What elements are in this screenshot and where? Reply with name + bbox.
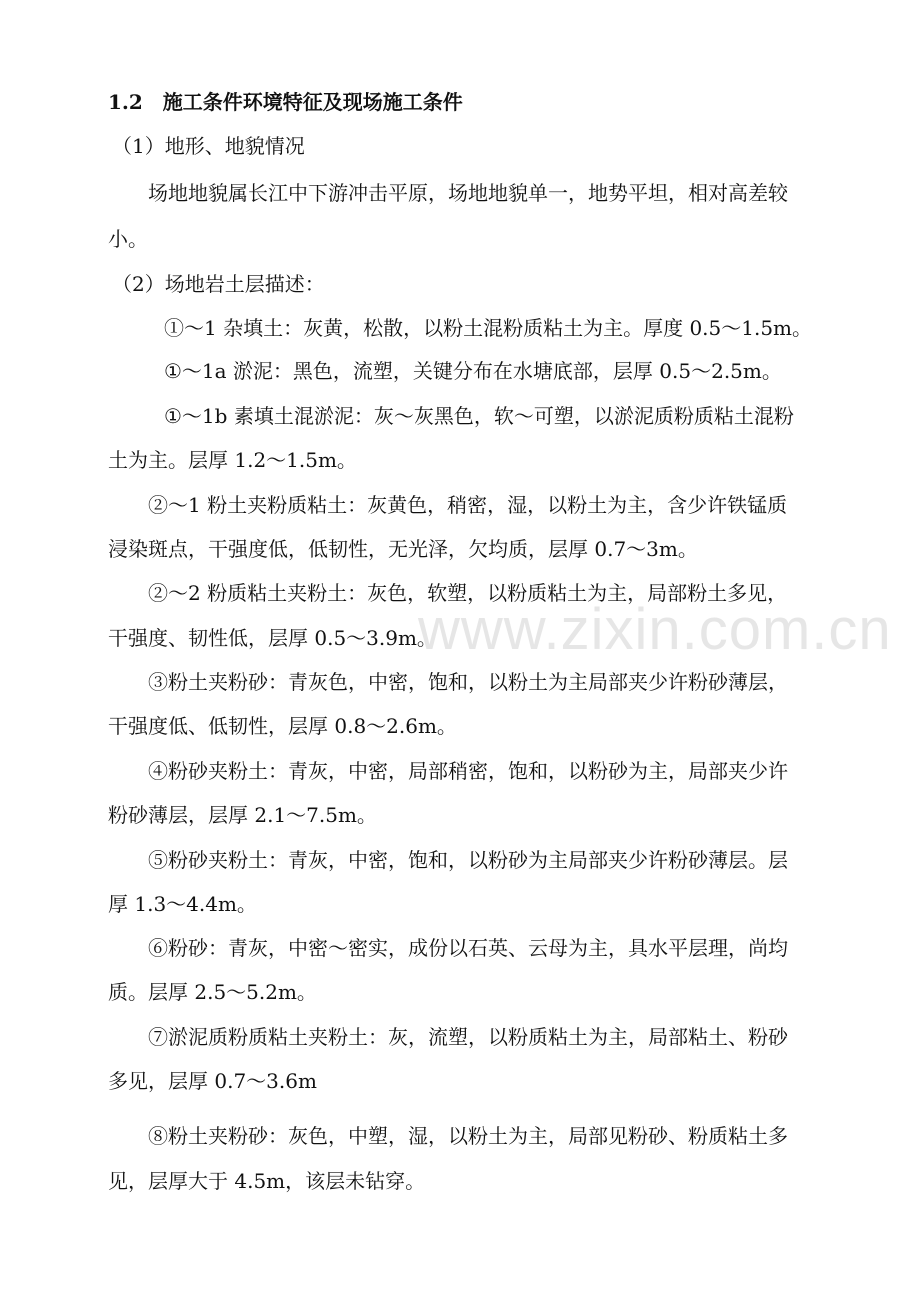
stratum-6-line2: 质。层厚 2.5～5.2m。: [108, 980, 317, 1004]
stratum-2-1-line2: 浸染斑点，干强度低，低韧性，无光泽，欠均质，层厚 0.7～3m。: [108, 537, 698, 561]
stratum-7-line1: ⑦淤泥质粉质粘土夹粉土：灰，流塑，以粉质粘土为主，局部粘土、粉砂: [148, 1025, 788, 1049]
stratum-7-line2: 多见，层厚 0.7～3.6m: [108, 1069, 317, 1093]
section-heading: 1.2 施工条件环境特征及现场施工条件: [108, 90, 463, 114]
watermark: www.zixin.com.cn: [418, 597, 892, 662]
stratum-5-line1: ⑤粉砂夹粉土：青灰，中密，饱和，以粉砂为主局部夹少许粉砂薄层。层: [148, 848, 788, 872]
stratum-8-line1: ⑧粉土夹粉砂：灰色，中塑，湿，以粉土为主，局部见粉砂、粉质粘土多: [148, 1124, 788, 1148]
stratum-1-1b-line2: 土为主。层厚 1.2～1.5m。: [108, 448, 357, 472]
stratum-1-1b-line1: ①～1b 素填土混淤泥：灰～灰黑色，软～可塑，以淤泥质粉质粘土混粉: [164, 404, 794, 428]
stratum-6-line1: ⑥粉砂：青灰，中密～密实，成份以石英、云母为主，具水平层理，尚均: [148, 936, 788, 960]
paragraph-terrain-line2: 小。: [108, 227, 148, 251]
stratum-5-line2: 厚 1.3～4.4m。: [108, 892, 257, 916]
stratum-3-line1: ③粉土夹粉砂：青灰色，中密，饱和，以粉土为主局部夹少许粉砂薄层，: [148, 670, 788, 694]
paragraph-terrain-line1: 场地地貌属长江中下游冲击平原，场地地貌单一，地势平坦，相对高差较: [148, 181, 788, 205]
stratum-2-1-line1: ②～1 粉土夹粉质粘土：灰黄色，稍密，湿，以粉土为主，含少许铁锰质: [148, 493, 788, 517]
stratum-1-1a: ①～1a 淤泥：黑色，流塑，关键分布在水塘底部，层厚 0.5～2.5m。: [164, 359, 782, 383]
stratum-8-line2: 见，层厚大于 4.5m，该层未钻穿。: [108, 1169, 426, 1193]
stratum-2-2-line2: 干强度、韧性低，层厚 0.5～3.9m。: [108, 626, 437, 650]
stratum-3-line2: 干强度低、低韧性，层厚 0.8～2.6m。: [108, 714, 457, 738]
stratum-1-1: ①～1 杂填土：灰黄，松散，以粉土混粉质粘土为主。厚度 0.5～1.5m。: [164, 316, 813, 340]
stratum-2-2-line1: ②～2 粉质粘土夹粉土：灰色，软塑，以粉质粘土为主，局部粉土多见，: [148, 581, 788, 605]
stratum-4-line2: 粉砂薄层，层厚 2.1～7.5m。: [108, 803, 377, 827]
stratum-4-line1: ④粉砂夹粉土：青灰，中密，局部稍密，饱和，以粉砂为主，局部夹少许: [148, 759, 788, 783]
subsection-title-strata: （2）场地岩土层描述：: [112, 272, 325, 296]
subsection-title-terrain: （1）地形、地貌情况: [112, 134, 305, 158]
